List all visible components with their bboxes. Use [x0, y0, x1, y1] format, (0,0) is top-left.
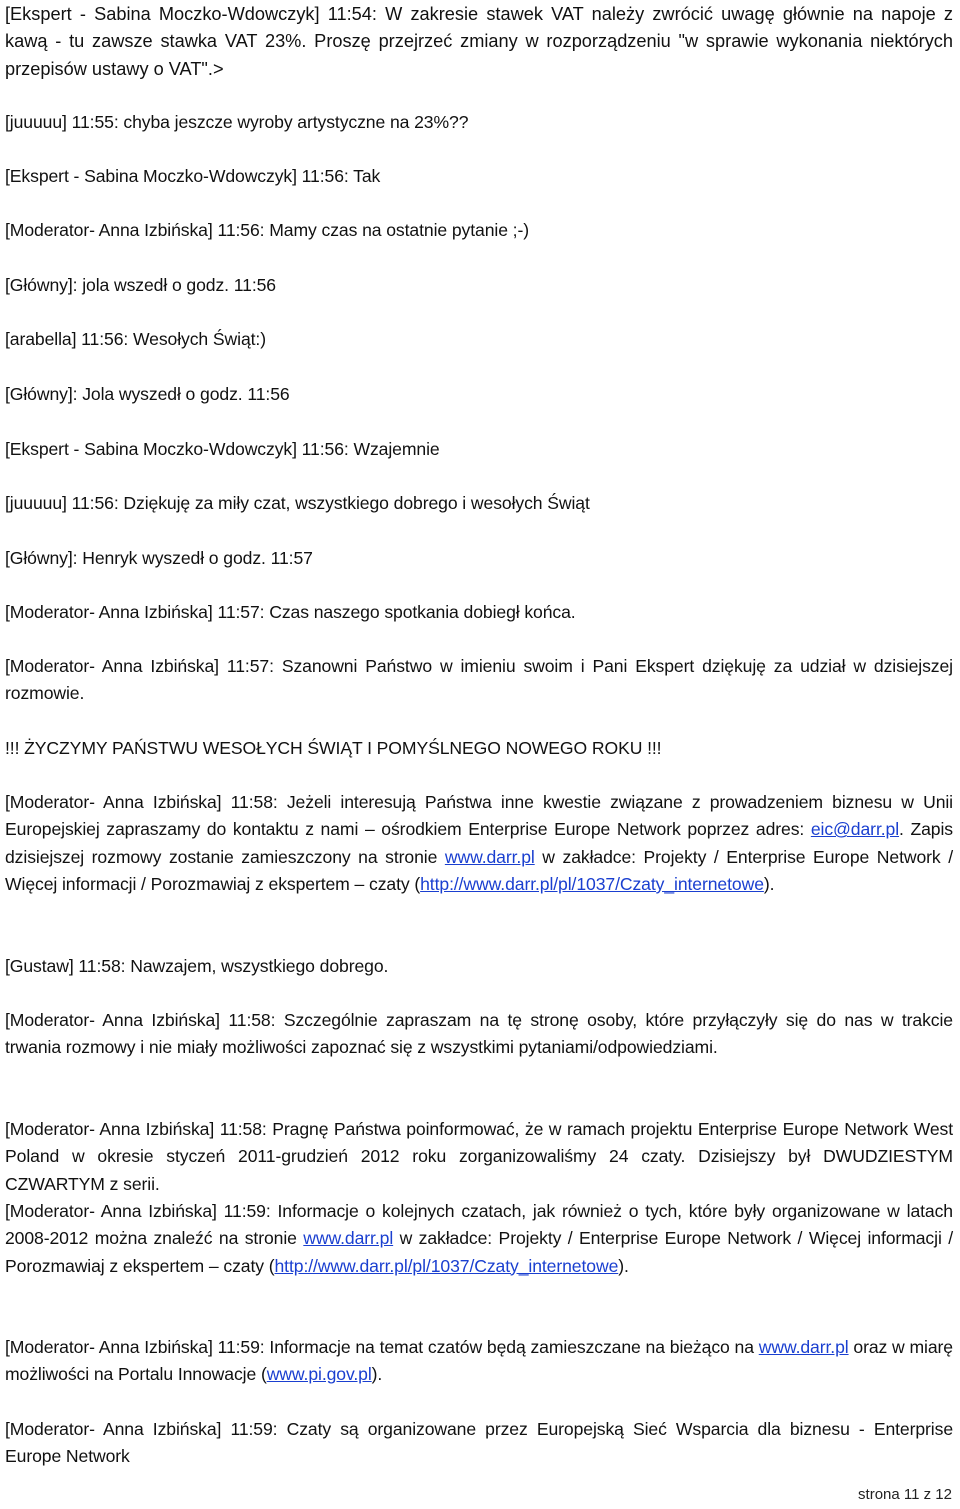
chat-message: [juuuuu] 11:56: Dziękuję za miły czat, wszystkiego dobrego i wesołych Świąt	[5, 493, 590, 513]
chat-message-contact	[5, 789, 953, 898]
chats-page-link[interactable]: http://www.darr.pl/pl/1037/Czaty_internetowe	[420, 873, 764, 894]
message-text: [Moderator- Anna Izbińska] 11:58: Jeżeli interesują Państwa inne kwestie związane z prowadzeniem biznesu w Unii Europejskiej zapraszamy do kontaktu z nami – ośrodkiem Enterprise Europe Network poprzez adres:	[5, 792, 953, 840]
message-text: w zakładce: Projekty / Enterprise Europe Network / Więcej informacji / Porozmawiaj z ekspertem – czaty (	[5, 846, 954, 894]
chat-message: [Ekspert - Sabina Moczko-Wdowczyk] 11:56: Wzajemnie	[5, 439, 440, 459]
message-text: oraz w miarę możliwości na Portalu Innowacje (	[5, 1337, 953, 1385]
message-text: ).	[763, 873, 775, 894]
website-link[interactable]: www.darr.pl	[444, 846, 535, 867]
chat-message: [Ekspert - Sabina Moczko-Wdowczyk] 11:56: Tak	[5, 166, 381, 186]
chat-message: [Gustaw] 11:58: Nawzajem, wszystkiego dobrego.	[5, 956, 389, 976]
message-text: . Zapis dzisiejszej rozmowy zostanie zamieszczony na stronie	[5, 819, 953, 867]
chat-message: [Główny]: Jola wyszedł o godz. 11:56	[5, 384, 290, 404]
website-link[interactable]: www.darr.pl	[758, 1337, 849, 1357]
message-text: [Moderator- Anna Izbińska] 11:59: Informacje na temat czatów będą zamieszczane na bieżąco na	[5, 1337, 759, 1357]
chat-message: [Ekspert - Sabina Moczko-Wdowczyk] 11:54: W zakresie stawek VAT należy zwrócić uwagę głównie na napoje z kawą - tu zawsze stawka VAT 23%. Proszę przejrzeć zmiany w rozporządzeniu "w sprawie wykonania niektórych przepisów ustawy o VAT".>	[5, 4, 953, 79]
chat-message: [Moderator- Anna Izbińska] 11:56: Mamy czas na ostatnie pytanie ;-)	[5, 220, 529, 240]
holiday-greeting: !!! ŻYCZYMY PAŃSTWU WESOŁYCH ŚWIĄT I POMYŚLNEGO NOWEGO ROKU !!!	[5, 738, 662, 758]
chat-message: [Moderator- Anna Izbińska] 11:58: Pragnę Państwa poinformować, że w ramach projektu Enterprise Europe Network West Poland w okresie styczeń 2011-grudzień 2012 roku zorganizowaliśmy 24 czaty. Dzisiejszy był DWUDZIESTYM CZWARTYM z serii.	[5, 1119, 953, 1194]
chat-message: [Główny]: jola wszedł o godz. 11:56	[5, 275, 276, 295]
chat-message: [Moderator- Anna Izbińska] 11:57: Czas naszego spotkania dobiegł końca.	[5, 602, 576, 622]
portal-link[interactable]: www.pi.gov.pl	[266, 1364, 372, 1385]
chat-message: [juuuuu] 11:55: chyba jeszcze wyroby artystyczne na 23%??	[5, 112, 469, 132]
chat-message: [Główny]: Henryk wyszedł o godz. 11:57	[5, 548, 313, 568]
message-text: ).	[618, 1255, 629, 1276]
chat-message: [Moderator- Anna Izbińska] 11:57: Szanowni Państwo w imieniu swoim i Pani Ekspert dziękuję za udział w dzisiejszej rozmowie.	[5, 656, 953, 704]
chat-message-portal	[5, 1334, 953, 1389]
email-link[interactable]: eic@darr.pl	[810, 819, 900, 840]
chat-message: [arabella] 11:56: Wesołych Świąt:)	[5, 329, 266, 349]
message-text: w zakładce: Projekty / Enterprise Europe Network / Więcej informacji / Porozmawiaj z ekspertem – czaty (	[5, 1228, 953, 1276]
chat-message: [Moderator- Anna Izbińska] 11:58: Szczególnie zapraszam na tę stronę osoby, które przyłączyły się do nas w trakcie trwania rozmowy i nie miały możliwości zapoznać się z wszystkimi pytaniami/odpowiedziami.	[5, 1010, 953, 1058]
website-link[interactable]: www.darr.pl	[303, 1228, 394, 1249]
chats-page-link[interactable]: http://www.darr.pl/pl/1037/Czaty_internetowe	[274, 1255, 619, 1276]
chat-message: [Moderator- Anna Izbińska] 11:59: Czaty są organizowane przez Europejską Sieć Wsparcia dla biznesu - Enterprise Europe Network	[5, 1419, 953, 1467]
message-text: [Moderator- Anna Izbińska] 11:59: Informacje o kolejnych czatach, jak również o tych, które były organizowane w latach 2008-2012 można znaleźć na stronie	[5, 1201, 953, 1249]
message-text: ).	[371, 1364, 383, 1385]
chat-message-info	[5, 1198, 953, 1280]
page-number: strona 11 z 12	[858, 1486, 952, 1503]
